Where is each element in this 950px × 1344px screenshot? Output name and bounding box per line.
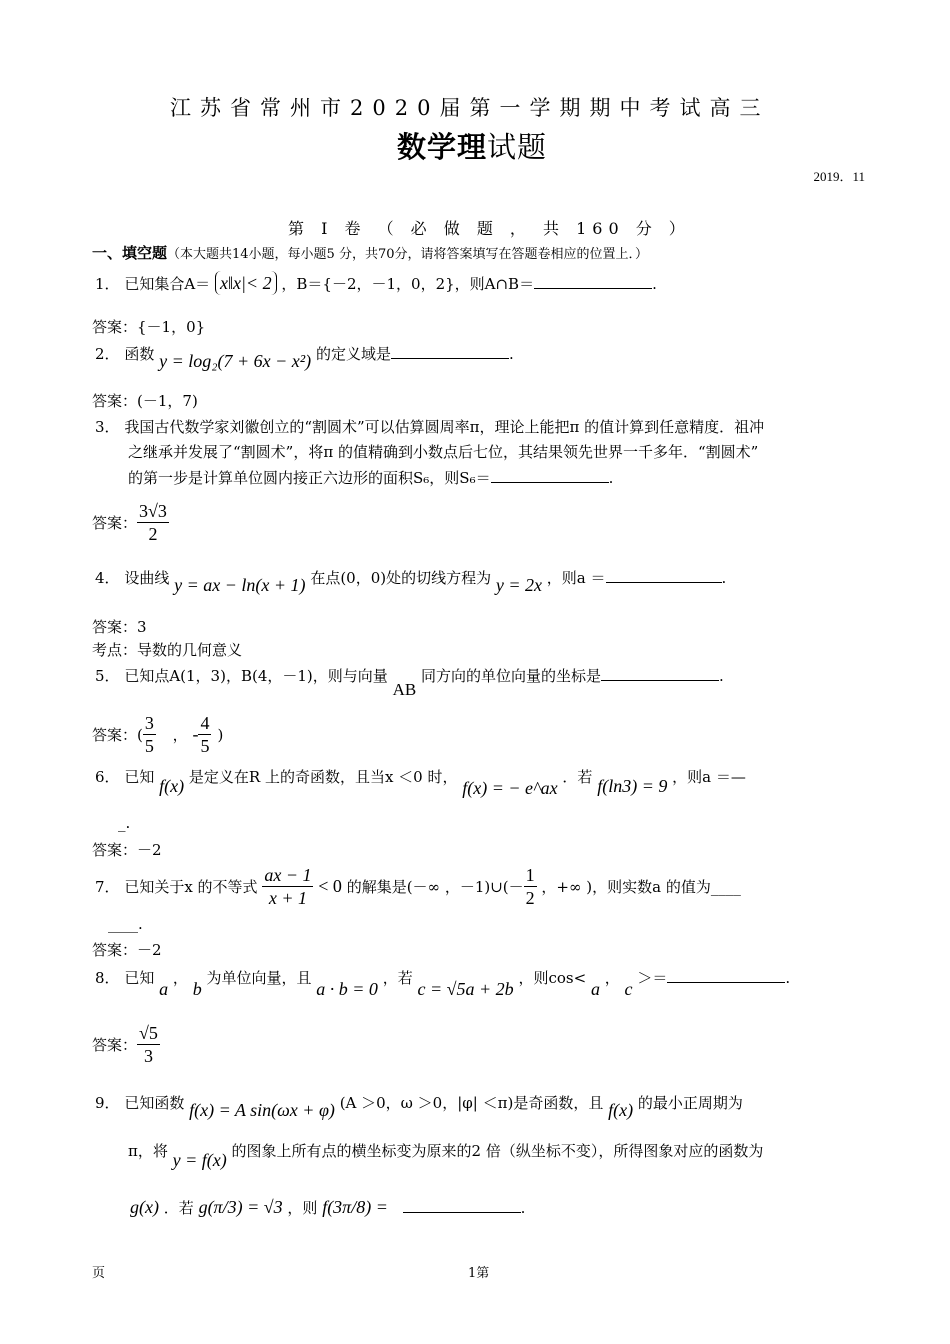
q7-half-num: 1 bbox=[525, 865, 535, 885]
q1-end: . bbox=[652, 275, 657, 293]
q9-g-arg: g(π/3) = √3 bbox=[198, 1197, 283, 1217]
q8-text-d: ，则cos< bbox=[518, 969, 587, 987]
q5-sep: ， bbox=[172, 726, 188, 744]
q9-blank bbox=[403, 1196, 521, 1213]
q5-answer bbox=[92, 712, 223, 757]
footer-left: 页 bbox=[92, 1266, 106, 1281]
q9-line-3a: ．若 bbox=[163, 1199, 194, 1217]
document-date: 2019．11 bbox=[813, 169, 865, 184]
q9-fx: f(x) bbox=[608, 1100, 634, 1120]
q8-number: 8． bbox=[95, 969, 120, 987]
q5-blank bbox=[601, 664, 719, 681]
question-5 bbox=[95, 664, 724, 699]
q8-answer-den: 3 bbox=[143, 1046, 153, 1066]
q4-answer: 答案：3 bbox=[92, 618, 147, 636]
q3-blank bbox=[491, 466, 609, 483]
q8-end: . bbox=[785, 969, 791, 987]
q8-vector-a-2: a bbox=[590, 979, 600, 999]
q7-inequality-fraction bbox=[262, 864, 313, 909]
q3-answer-fraction bbox=[137, 500, 169, 545]
q5-minus: - bbox=[192, 724, 199, 744]
q5-vector: AB bbox=[392, 680, 417, 699]
section-title: 第 I 卷 （ 必 做 题 ， 共 160 分 ） bbox=[288, 219, 691, 238]
q4-expr: y = ax − ln(x + 1) bbox=[174, 575, 306, 595]
q5-frac-2 bbox=[198, 712, 211, 757]
q4-number: 4． bbox=[95, 569, 120, 587]
q9-end: . bbox=[520, 1199, 526, 1217]
q5-f2-den: 5 bbox=[200, 736, 210, 756]
q7-number: 7． bbox=[95, 878, 120, 896]
q8-text-e: ＞＝ bbox=[637, 969, 668, 987]
q6-text-d: ，则a ＝— bbox=[672, 768, 746, 786]
q8-answer-num: √5 bbox=[139, 1023, 158, 1043]
q8-answer bbox=[92, 1022, 160, 1067]
q2-answer: 答案：(－1，7) bbox=[92, 392, 198, 410]
q9-text-b: (A ＞0，ω ＞0，|φ| ＜π)是奇函数，且 bbox=[339, 1094, 604, 1112]
q5-end: . bbox=[718, 667, 724, 685]
part-label: 一、填空题 bbox=[92, 244, 168, 262]
q8-text-c: ，若 bbox=[382, 969, 413, 987]
document-title-line: 江苏省常州市2020届第一学期期中考试高三 bbox=[170, 96, 770, 120]
q7-text-c: ，+∞ )，则实数a 的值为____ bbox=[541, 878, 741, 896]
q3-answer bbox=[92, 500, 169, 545]
q9-text-c: 的最小正周期为 bbox=[637, 1094, 743, 1112]
q8-sep: ， bbox=[172, 969, 188, 987]
q9-expr: f(x) = A sin(ωx + φ) bbox=[189, 1100, 335, 1120]
q8-text-b: 为单位向量，且 bbox=[206, 969, 312, 987]
question-9 bbox=[95, 1092, 743, 1120]
q5-f2-num: 4 bbox=[200, 713, 210, 733]
q7-half-den: 2 bbox=[525, 888, 535, 908]
q4-text-c: ，则a ＝ bbox=[546, 569, 606, 587]
q9-number: 9． bbox=[95, 1094, 120, 1112]
q1-answer: 答案：{－1，0} bbox=[92, 318, 206, 336]
question-6 bbox=[95, 766, 746, 798]
q6-expr: f(x) = − e^ax bbox=[462, 778, 558, 798]
part-heading bbox=[92, 242, 648, 263]
part-note: （本大题共14小题，每小题5 分，共70分，请将答案填写在答题卷相应的位置上．） bbox=[167, 247, 649, 262]
q6-text-a: 已知 bbox=[124, 768, 155, 786]
q3-line-2: 之继承并发展了“割圆术”，将π 的值精确到小数点后七位，其结果领先世界一千多年．“割圆术” bbox=[128, 443, 759, 461]
q7-text-b: 的解集是(－∞ ，－1)∪(－ bbox=[346, 878, 524, 896]
q6-text-b: 是定义在R 上的奇函数，且当x ＜0 时， bbox=[188, 768, 458, 786]
q5-text-a: 已知点A(1，3)，B(4，－1)，则与向量 bbox=[124, 667, 388, 685]
q9-line-2a: π，将 bbox=[128, 1142, 168, 1160]
q4-expr-2: y = 2x bbox=[495, 575, 543, 595]
q5-f1-den: 5 bbox=[144, 736, 154, 756]
q7-ineq-rel: < 0 bbox=[318, 876, 342, 896]
q3-answer-den: 2 bbox=[148, 524, 158, 544]
document-subject bbox=[397, 125, 547, 166]
q7-line-2: ____. bbox=[108, 915, 143, 933]
q7-half bbox=[524, 864, 537, 909]
subject-rest: 试题 bbox=[487, 130, 548, 164]
q8-dot-expr: a · b = 0 bbox=[316, 979, 378, 999]
q6-text-c: ．若 bbox=[562, 768, 593, 786]
q2-end: . bbox=[508, 345, 514, 363]
q5-close: ) bbox=[217, 725, 224, 744]
q4-text-a: 设曲线 bbox=[124, 569, 170, 587]
question-4 bbox=[95, 566, 727, 595]
question-2 bbox=[95, 342, 514, 371]
q5-f1-num: 3 bbox=[144, 713, 154, 733]
q9-line-3b: ，则 bbox=[287, 1199, 318, 1217]
q7-ineq-num: ax − 1 bbox=[264, 865, 312, 885]
q1-number: 1． bbox=[95, 275, 120, 293]
q4-text-b: 在点(0，0)处的切线方程为 bbox=[310, 569, 492, 587]
q8-answer-fraction bbox=[137, 1022, 160, 1067]
q7-ineq-den: x + 1 bbox=[268, 888, 307, 908]
q9-line-3 bbox=[130, 1196, 525, 1218]
q6-expr-2: f(ln3) = 9 bbox=[597, 776, 668, 796]
q2-number: 2． bbox=[95, 345, 120, 363]
q8-c-expr: c = √5a + 2b bbox=[417, 979, 514, 999]
q1-blank bbox=[534, 272, 652, 289]
q5-text-b: 同方向的单位向量的坐标是 bbox=[420, 667, 601, 685]
q5-answer-label: 答案：( bbox=[92, 726, 143, 744]
q7-text-a: 已知关于x 的不等式 bbox=[124, 878, 258, 896]
q4-end: . bbox=[721, 569, 727, 587]
q2-text-a: 函数 bbox=[124, 345, 155, 363]
q5-number: 5． bbox=[95, 667, 120, 685]
q3-end: . bbox=[608, 469, 614, 487]
q6-answer: 答案：－2 bbox=[92, 841, 162, 859]
q6-line-2: _. bbox=[118, 814, 131, 832]
q7-answer: 答案：－2 bbox=[92, 941, 162, 959]
q9-line-2 bbox=[128, 1140, 764, 1170]
q8-answer-label: 答案： bbox=[92, 1036, 138, 1054]
q9-expr-2: y = f(x) bbox=[172, 1150, 227, 1170]
question-1 bbox=[95, 272, 657, 294]
q3-line-1: 我国古代数学家刘徽创立的“割圆术”可以估算圆周率π，理论上能把π 的值计算到任意精度．祖冲 bbox=[124, 418, 765, 436]
question-7 bbox=[95, 864, 741, 909]
q4-blank bbox=[606, 566, 722, 583]
q8-sep-2: ， bbox=[604, 969, 620, 987]
q9-text-a: 已知函数 bbox=[124, 1094, 185, 1112]
q2-text-b: 的定义域是 bbox=[315, 345, 391, 363]
q9-f-arg: f(3π/8) = bbox=[322, 1197, 388, 1217]
question-3 bbox=[95, 416, 764, 437]
q2-expr: y = log₂(7 + 6x − x²) bbox=[159, 351, 312, 371]
q5-frac-1 bbox=[143, 712, 156, 757]
q3-line-3: 的第一步是计算单位圆内接正六边形的面积S₆，则S₆＝ bbox=[128, 469, 491, 487]
q1-set-expr: x‖x|< 2 bbox=[215, 271, 277, 295]
q1-text-a: 已知集合A＝ bbox=[124, 275, 211, 293]
q3-answer-label: 答案： bbox=[92, 514, 138, 532]
question-8 bbox=[95, 966, 791, 999]
q9-gx: g(x) bbox=[130, 1197, 159, 1217]
q3-line-3-wrap bbox=[128, 466, 613, 488]
q8-blank bbox=[667, 966, 785, 983]
q6-number: 6． bbox=[95, 768, 120, 786]
q1-text-b: ，B＝{－2，－1，0，2}，则A∩B＝ bbox=[281, 275, 535, 293]
footer-page-number: 1第 bbox=[468, 1266, 490, 1281]
subject-bold: 数学理 bbox=[397, 130, 488, 164]
q2-blank bbox=[391, 342, 509, 359]
q8-vector-b: b bbox=[192, 979, 202, 999]
q6-fx: f(x) bbox=[159, 776, 185, 796]
q4-topic: 考点：导数的几何意义 bbox=[92, 641, 243, 659]
q8-vector-a: a bbox=[159, 979, 169, 999]
q9-line-2b: 的图象上所有点的横坐标变为原来的2 倍（纵坐标不变），所得图象对应的函数为 bbox=[231, 1142, 764, 1160]
q8-vector-c: c bbox=[624, 979, 633, 999]
q8-text-a: 已知 bbox=[124, 969, 155, 987]
q3-number: 3． bbox=[95, 418, 120, 436]
q3-answer-num: 3√3 bbox=[139, 501, 167, 521]
